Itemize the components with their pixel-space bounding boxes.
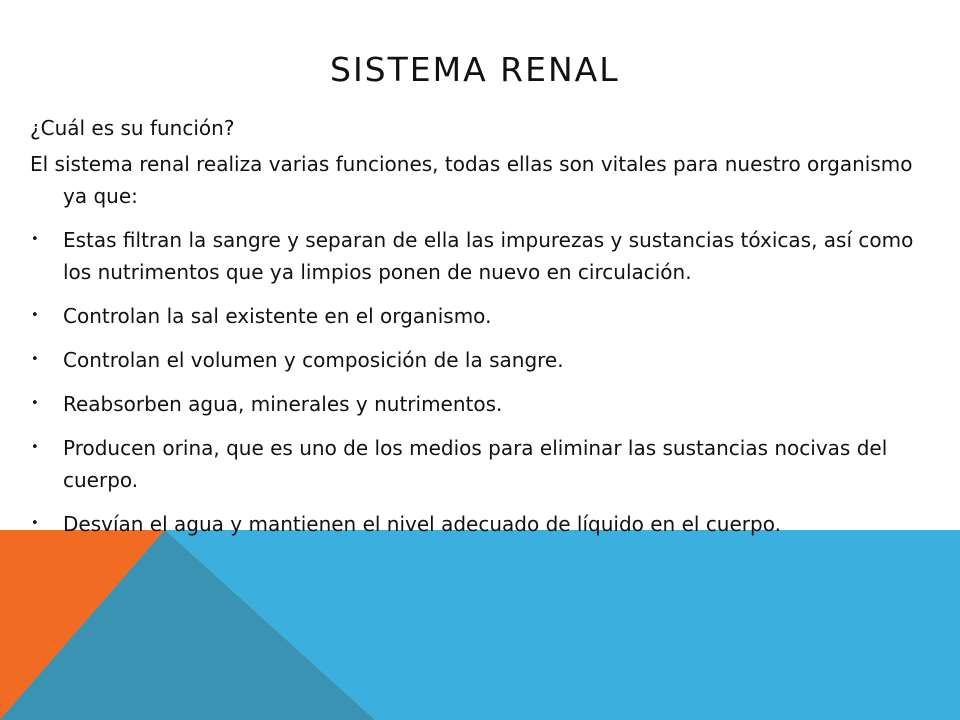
bullet-text: Estas filtran la sangre y separan de ella las impurezas y sustancias tóxicas, así como los nutrimentos que ya limpios ponen de nuevo en circulación. xyxy=(63,228,914,284)
bullet-text: Producen orina, que es uno de los medios para eliminar las sustancias nocivas del cuerpo. xyxy=(63,436,888,492)
bullet-icon: • xyxy=(31,396,39,411)
bullet-text: Reabsorben agua, minerales y nutrimentos. xyxy=(63,392,503,416)
bullet-text: Controlan el volumen y composición de la sangre. xyxy=(63,348,564,372)
bullet-list xyxy=(30,224,935,540)
bullet-icon: • xyxy=(31,308,39,323)
list-item xyxy=(30,432,935,496)
bullet-icon: • xyxy=(31,440,39,455)
bullet-icon: • xyxy=(31,232,39,247)
list-item xyxy=(30,344,935,376)
bullet-text: Controlan la sal existente en el organismo. xyxy=(63,304,492,328)
list-item xyxy=(30,508,935,540)
bullet-text: Desvían el agua y mantienen el nivel adecuado de líquido en el cuerpo. xyxy=(63,512,781,536)
question-text: ¿Cuál es su función? xyxy=(30,116,235,140)
intro-text: El sistema renal realiza varias funciones, todas ellas son vitales para nuestro organismo ya que: xyxy=(30,152,913,208)
list-item xyxy=(30,300,935,332)
list-item xyxy=(30,388,935,420)
slide-content xyxy=(30,112,935,552)
bullet-icon: • xyxy=(31,352,39,367)
slide-title: SISTEMA RENAL xyxy=(330,50,620,89)
list-item xyxy=(30,224,935,288)
bullet-icon: • xyxy=(31,516,39,531)
